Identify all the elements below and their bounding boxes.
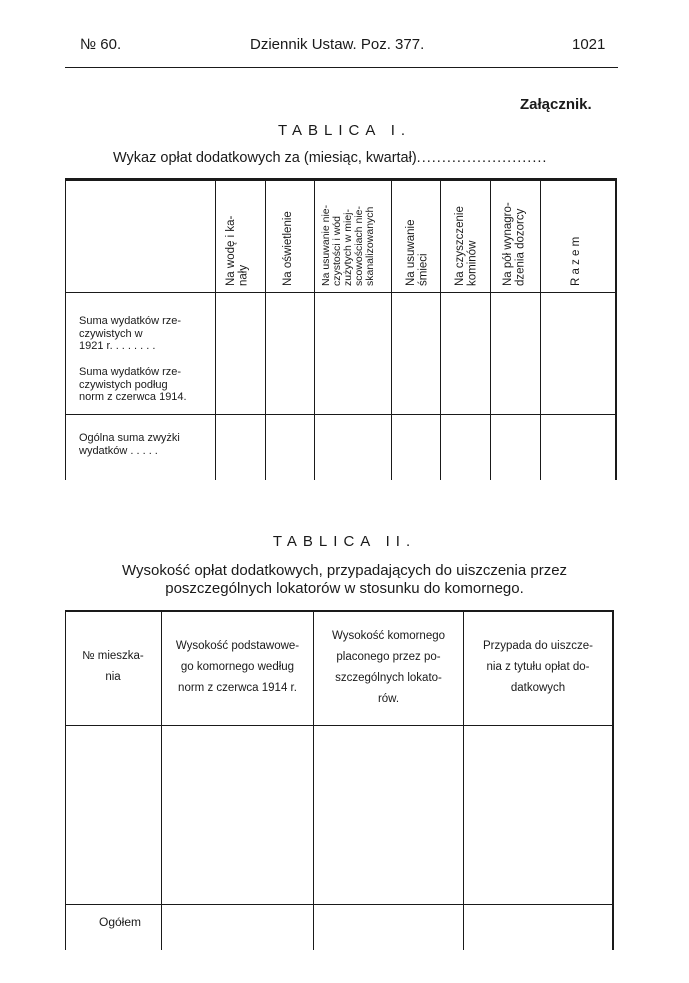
- table1-subtitle-dots: ..........................: [416, 150, 548, 166]
- col-paid-rent: Wysokość komornego placonego przez po- szczególnych lokato- rów.: [331, 630, 446, 705]
- table1: [65, 178, 617, 480]
- table2-header-rule: [65, 725, 614, 726]
- col-chimney: Na czyszczenie kominów: [454, 206, 479, 286]
- annex-label: Załącznik.: [520, 96, 592, 113]
- table2-title: TABLICA II.: [272, 533, 417, 550]
- table1-vline: [615, 178, 617, 480]
- table1-title: TABLICA I.: [277, 122, 412, 139]
- row-actual-1921: Suma wydatków rze- czywistych w 1921 r. . . . . . . .: [79, 315, 182, 352]
- page-number: 1021: [572, 36, 606, 53]
- table2-top-rule: [65, 610, 614, 612]
- col-apartment-no: № mieszka- nia: [82, 650, 144, 683]
- col-due-extra: Przypada do uiszcze- nia z tytułu opłat do- datkowych: [483, 640, 593, 694]
- total-label: Ogółem: [99, 915, 142, 929]
- table1-header-rule: [65, 292, 617, 293]
- col-lighting: Na oświetlenie: [282, 211, 294, 286]
- table2-vline: [161, 610, 162, 950]
- table1-vline: [314, 178, 315, 480]
- col-garbage: Na usuwanie śmieci: [405, 219, 430, 286]
- row-norm-1914: Suma wydatków rze- czywistych podług norm z czerwca 1914.: [79, 366, 187, 403]
- table2-total-rule: [65, 904, 614, 905]
- table1-vline: [440, 178, 441, 480]
- table2-vline: [463, 610, 464, 950]
- table2: [65, 610, 614, 950]
- table2-vline: [313, 610, 314, 950]
- col-caretaker: Na pół wynagro- dzenia dozorcy: [502, 202, 527, 286]
- col-water: Na wodę i ka- nały: [225, 215, 250, 286]
- col-total: R a z e m: [570, 236, 582, 286]
- header-rule: [65, 67, 618, 68]
- table1-vline: [391, 178, 392, 480]
- issue-number: № 60.: [80, 36, 122, 53]
- table1-subtitle: [113, 150, 547, 166]
- table1-top-rule: [65, 178, 617, 181]
- col-waste-water: Na usuwanie nie- czystości i wód zużytych w miej- scowościach nie- skanalizowanych: [320, 204, 376, 286]
- row-total-increase: Ogólna suma zwyżki wydatków . . . . .: [79, 432, 180, 457]
- table1-vline: [490, 178, 491, 480]
- journal-title: Dziennik Ustaw. Poz. 377.: [250, 36, 425, 53]
- table1-vline: [540, 178, 541, 480]
- table2-vline: [65, 610, 66, 950]
- table1-vline: [265, 178, 266, 480]
- table1-vline: [65, 178, 66, 480]
- table2-subtitle-line2: poszczególnych lokatorów w stosunku do komornego.: [165, 580, 524, 597]
- table1-subtitle-text: Wykaz opłat dodatkowych za (miesiąc, kwartał): [113, 150, 417, 166]
- table2-vline: [612, 610, 614, 950]
- table1-total-rule: [65, 414, 617, 415]
- table2-subtitle-line1: Wysokość opłat dodatkowych, przypadających do uiszczenia przez: [121, 562, 568, 579]
- col-base-rent: Wysokość podstawowe- go komornego według norm z czerwca 1914 r.: [175, 640, 300, 694]
- table1-vline: [215, 178, 216, 480]
